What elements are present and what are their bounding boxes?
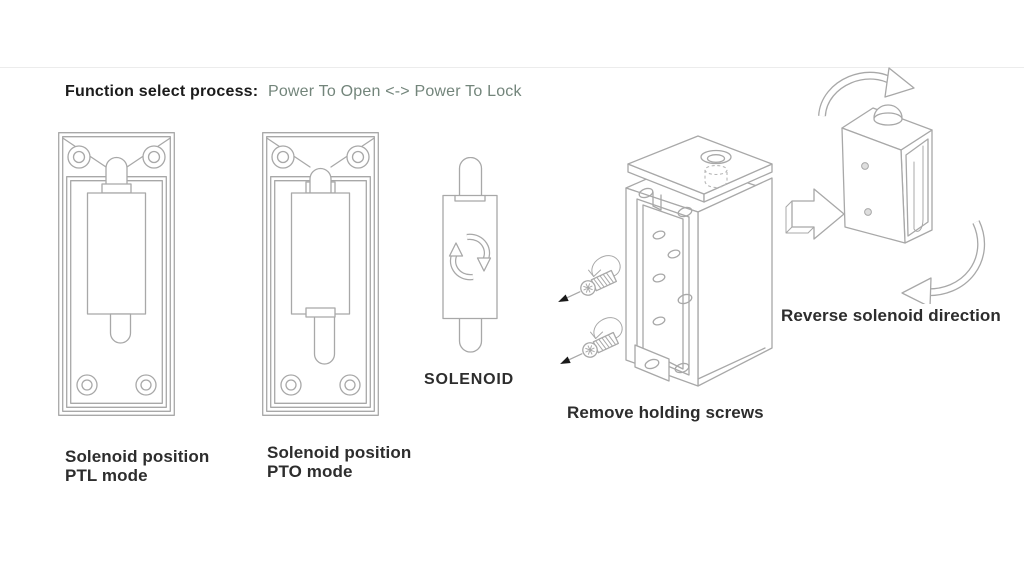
remove-screws-diagram bbox=[558, 132, 773, 402]
flip-clockwise-arrow-icon bbox=[822, 68, 914, 116]
solenoid-component-diagram bbox=[441, 157, 499, 353]
solenoid-in-pto-position bbox=[292, 169, 350, 365]
ptl-faceplate-diagram bbox=[58, 132, 175, 416]
solenoid-bottom-plunger bbox=[460, 315, 482, 352]
page-title-accent: Power To Open <-> Power To Lock bbox=[267, 83, 522, 100]
pull-out-arrow-icon bbox=[567, 292, 580, 298]
page-title bbox=[65, 83, 522, 101]
pull-out-arrow-icon bbox=[558, 294, 569, 305]
pull-out-arrow-icon bbox=[569, 354, 582, 360]
remove-screws-caption: Remove holding screws bbox=[567, 403, 764, 422]
box-plunger bbox=[874, 113, 902, 125]
holding-screw bbox=[558, 251, 627, 308]
pto-faceplate-diagram bbox=[262, 132, 379, 416]
pull-out-arrow-icon bbox=[559, 356, 571, 367]
pto-caption-line1: Solenoid position bbox=[267, 443, 412, 462]
reverse-direction-diagram bbox=[780, 52, 1015, 304]
solenoid-box bbox=[842, 105, 932, 243]
solenoid-top-plunger bbox=[460, 158, 482, 200]
ptl-caption-line1: Solenoid position bbox=[65, 447, 210, 466]
faceplate-screw-holes bbox=[281, 375, 360, 395]
pto-caption-line2: PTO mode bbox=[267, 462, 353, 481]
front-hole bbox=[862, 163, 869, 170]
pto-caption bbox=[267, 443, 411, 481]
solenoid-caption: SOLENOID bbox=[424, 371, 514, 388]
ptl-caption-line2: PTL mode bbox=[65, 466, 148, 485]
solenoid-in-ptl-position bbox=[88, 158, 146, 344]
page-title-bold: Function select process: bbox=[65, 83, 259, 100]
ptl-caption bbox=[65, 447, 209, 485]
front-hole bbox=[865, 209, 872, 216]
faceplate-screw-holes bbox=[77, 375, 156, 395]
holding-screw bbox=[558, 313, 629, 370]
reverse-caption: Reverse solenoid direction bbox=[781, 306, 1001, 325]
insert-direction-arrow-icon bbox=[786, 189, 844, 239]
